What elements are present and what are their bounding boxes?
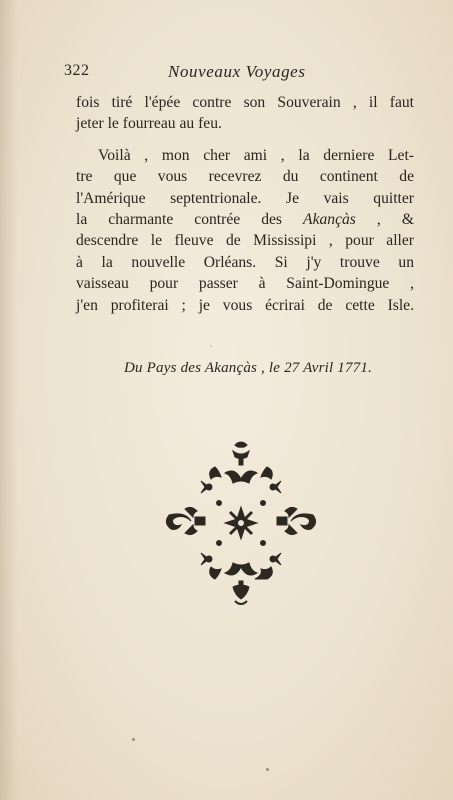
text-run: à la nouvelle Orléans. Si j'y trouve un <box>76 253 414 271</box>
paper-speck <box>132 738 135 741</box>
text-line <box>76 230 414 251</box>
text-run: descendre le fleuve de Mississipi , pour aller <box>76 232 414 250</box>
text-line <box>76 188 414 209</box>
paper-speck <box>210 345 212 347</box>
paragraph-gap <box>76 135 414 145</box>
text-run: , & <box>355 211 414 229</box>
text-run: tre que vous recevrez du continent de <box>76 168 414 186</box>
place-name: Akançàs <box>303 211 356 229</box>
text-run: vaisseau pour passer à Saint-Domingue , <box>76 275 414 293</box>
text-line <box>76 295 414 316</box>
text-run: la charmante contrée des <box>76 211 304 229</box>
running-head: Nouveaux Voyages <box>168 62 306 81</box>
page-header <box>64 62 399 84</box>
text-run: l'Amérique septentrionale. Je vais quitter <box>76 189 414 207</box>
body-text <box>76 92 414 316</box>
text-run: j'en profiterai ; je vous écrirai de cette Isle. <box>76 296 414 314</box>
ornament-top <box>233 442 249 465</box>
text-line <box>76 145 414 166</box>
text-line <box>76 273 414 294</box>
text-run: jeter le fourreau au feu. <box>76 115 222 133</box>
fleuron-ornament-icon <box>155 437 327 609</box>
page-number: 322 <box>64 62 90 79</box>
letter-dateline: Du Pays des Akançàs , le 27 Avril 1771. <box>124 360 373 376</box>
text-run: fois tiré l'épée contre son Souverain , il faut <box>76 94 414 111</box>
text-run: Voilà , mon cher ami , la derniere Let- <box>98 146 414 164</box>
paper-speck <box>266 768 269 771</box>
text-line <box>76 209 414 230</box>
text-line <box>76 113 414 134</box>
text-line <box>76 166 414 187</box>
text-line <box>76 252 414 273</box>
text-line <box>76 92 414 113</box>
